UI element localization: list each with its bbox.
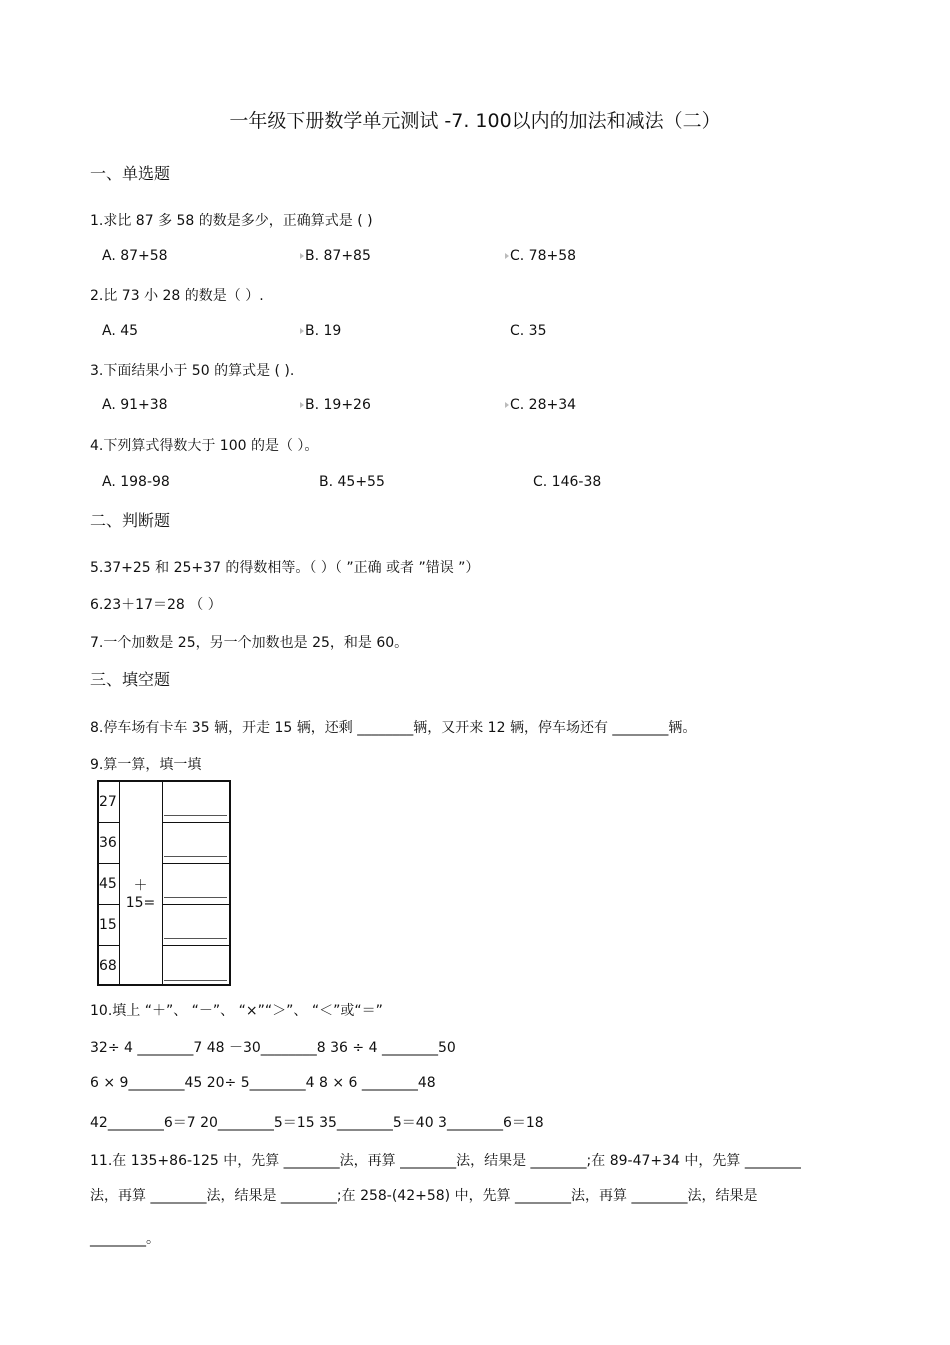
operator-label: ＋15= [125,878,156,911]
question-1-text: 1.求比 87 多 58 的数是多少，正确算式是 ( ) [90,213,373,229]
question-11-line-2[interactable]: 法，再算 ________法，结果是 ________;在 258-(42+58) 中，先算 ________法，再算 ________法，结果是 [90,1188,758,1204]
question-10-line-3[interactable]: 42________6＝7 20________5＝15 35________5＝40 3________6＝18 [90,1115,544,1131]
number-cell [99,823,119,864]
section-heading-true-false: 二、判断题 [90,511,171,530]
answer-cell[interactable] [162,823,229,864]
question-5-text: 5.37+25 和 25+37 的得数相等。（ ）（ ”正确 或者 ”错误 ”） [90,560,480,576]
option-label: C. 78+58 [510,248,577,264]
question-2-option-c[interactable]: C. 35 [510,323,547,339]
question-3-option-c[interactable] [505,397,576,413]
question-10-line-1[interactable]: 32÷ 4 ________7 48 －30________8 36 ÷ 4 ________50 [90,1040,456,1056]
answer-cell[interactable] [162,864,229,905]
question-10-line-2[interactable]: 6 × 9________45 20÷ 5________4 8 × 6 ________48 [90,1075,436,1091]
marker-icon [505,402,509,408]
number-cell [99,905,119,946]
marker-icon [300,328,304,334]
question-11-line-1[interactable]: 11.在 135+86-125 中，先算 ________法，再算 ________法，结果是 ________;在 89-47+34 中，先算 ________ [90,1153,801,1169]
question-4-text: 4.下列算式得数大于 100 的是（ ）。 [90,438,319,454]
question-4-option-a[interactable]: A. 198-98 [102,474,170,490]
option-label: B. 19 [305,323,342,339]
marker-icon [300,253,304,259]
answer-line [164,815,227,816]
question-2-text: 2.比 73 小 28 的数是（ ）. [90,288,264,304]
question-10-text: 10.填上 “＋”、 “－”、 “×”“＞”、 “＜”或“＝” [90,1003,383,1019]
number-value: 45 [99,876,117,892]
question-2-option-b[interactable] [300,323,341,339]
answer-cell[interactable] [162,946,229,987]
answer-line [164,938,227,939]
answer-line [164,980,227,981]
question-9-text: 9.算一算，填一填 [90,757,202,773]
question-7-text: 7.一个加数是 25，另一个加数也是 25，和是 60。 [90,635,409,651]
question-8-text: 8.停车场有卡车 35 辆，开走 15 辆，还剩 ________辆，又开来 12 辆，停车场还有 ________辆。 [90,720,697,736]
question-3-option-a[interactable]: A. 91+38 [102,397,168,413]
question-11-line-3[interactable]: ________。 [90,1231,160,1247]
question-4-option-c[interactable]: C. 146-38 [533,474,602,490]
number-cell [99,946,119,987]
question-1-option-b[interactable] [300,248,371,264]
number-value: 15 [99,917,117,933]
marker-icon [300,402,304,408]
answer-line [164,897,227,898]
answer-cell[interactable] [162,782,229,823]
question-6-text: 6.23＋17＝28 （ ） [90,597,222,613]
answer-cell[interactable] [162,905,229,946]
number-value: 36 [99,835,117,851]
number-cell [99,864,119,905]
question-2-option-a[interactable]: A. 45 [102,323,139,339]
question-1-option-a[interactable]: A. 87+58 [102,248,168,264]
question-3-option-b[interactable] [300,397,371,413]
option-label: B. 87+85 [305,248,371,264]
question-3-text: 3.下面结果小于 50 的算式是 ( ). [90,363,295,379]
marker-icon [505,253,509,259]
addition-table [97,780,231,986]
number-cell [99,782,119,823]
page-title: 一年级下册数学单元测试 -7. 100以内的加法和减法（二） [229,110,721,132]
number-value: 68 [99,958,117,974]
question-1-option-c[interactable] [505,248,576,264]
question-4-option-b[interactable]: B. 45+55 [319,474,385,490]
number-value: 27 [99,794,117,810]
section-heading-single-choice: 一、单选题 [90,164,171,183]
option-label: B. 19+26 [305,397,371,413]
option-label: C. 28+34 [510,397,577,413]
section-heading-fill-blank: 三、填空题 [90,670,171,689]
answer-line [164,856,227,857]
